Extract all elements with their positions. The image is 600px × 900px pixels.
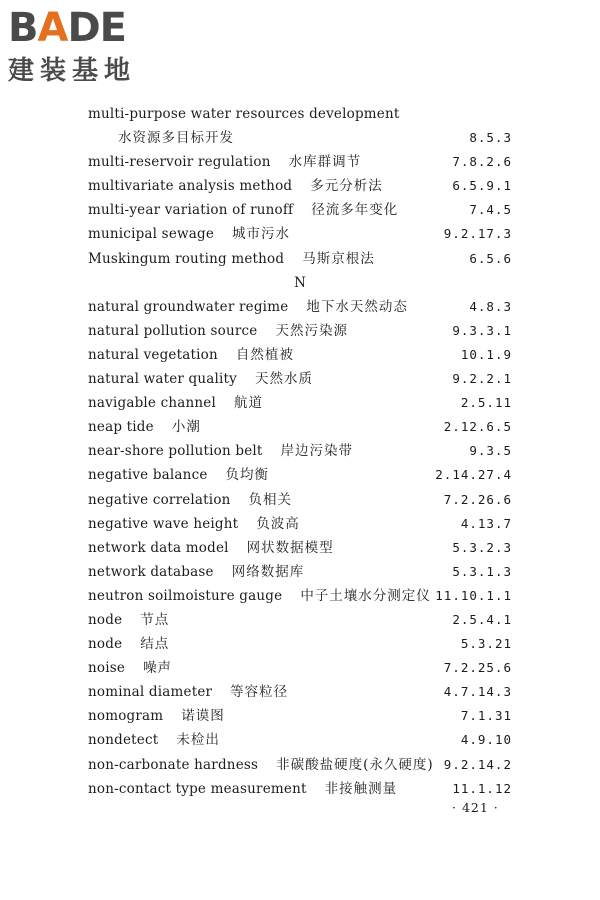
index-entry	[88, 608, 512, 632]
page-number: · 421 ·	[452, 800, 499, 815]
entry-english-term: neutron soilmoisture gauge	[88, 587, 283, 604]
entry-chinese-term: 非接触测量	[324, 780, 398, 797]
entry-section-number: 5.3.21	[460, 636, 512, 652]
entry-chinese-term: 未检出	[176, 732, 220, 749]
entry-chinese-term: 天然水质	[255, 371, 314, 388]
entry-english-term: negative wave height	[88, 515, 239, 532]
entry-chinese-term: 噪声	[143, 660, 173, 677]
entry-chinese-term: 中子土壤水分测定仪	[300, 587, 431, 604]
entry-english-term: negative balance	[88, 467, 208, 484]
entry-english-term: natural water quality	[88, 371, 238, 388]
entry-chinese-term: 城市污水	[232, 226, 291, 243]
entry-chinese-term: 等容粒径	[230, 684, 289, 701]
entry-section-number: 9.3.5	[469, 443, 512, 459]
index-entry	[88, 536, 512, 560]
entry-section-number: 2.12.6.5	[443, 419, 512, 435]
index-entry	[88, 463, 512, 487]
entry-section-number: 2.5.11	[460, 395, 512, 411]
entry-english-term: multi-year variation of runoff	[88, 202, 294, 219]
entry-chinese-term: 航道	[234, 395, 264, 412]
entry-english-term: near-shore pollution belt	[88, 443, 263, 460]
entry-chinese-term: 自然植被	[235, 346, 294, 363]
entry-english-term: negative correlation	[88, 491, 231, 508]
entry-section-number: 11.10.1.1	[435, 587, 512, 603]
entry-english-term: nomogram	[88, 708, 164, 725]
entry-section-number: 6.5.6	[469, 250, 512, 266]
entry-english-term: non-contact type measurement	[88, 780, 307, 797]
entry-chinese-term: 结点	[140, 636, 170, 653]
entry-section-number: 7.8.2.6	[452, 154, 512, 170]
entry-section-number: 9.3.3.1	[452, 322, 512, 338]
entry-chinese-term: 地下水天然动态	[306, 298, 408, 315]
entry-chinese-term: 水资源多目标开发	[118, 130, 234, 147]
index-entry	[88, 680, 512, 704]
entry-section-number: 6.5.9.1	[452, 178, 512, 194]
index-entry	[88, 415, 512, 439]
index-entry	[88, 198, 512, 222]
index-entry	[88, 150, 512, 174]
entry-chinese-term: 网状数据模型	[246, 539, 334, 556]
entry-english-term: noise	[88, 660, 126, 677]
entry-english-term: natural groundwater regime	[88, 298, 289, 315]
entry-chinese-term: 负相关	[248, 491, 293, 508]
entry-english-term: network data model	[88, 539, 229, 556]
index-entry	[88, 753, 512, 777]
entry-english-term: network database	[88, 563, 214, 580]
index-entry	[88, 777, 512, 801]
entry-chinese-term: 网络数据库	[231, 563, 305, 580]
index-entry	[88, 560, 512, 584]
index-entry	[88, 488, 512, 512]
entry-section-number: 7.2.25.6	[443, 660, 512, 676]
entry-english-term: multi-purpose water resources development	[88, 106, 400, 122]
index-entry	[88, 343, 512, 367]
entry-english-term: navigable channel	[88, 395, 217, 412]
entry-english-term: nondetect	[88, 732, 159, 749]
logo-brand-cn: 建装基地	[8, 56, 137, 86]
index-entry	[88, 247, 512, 271]
index-entry	[88, 584, 512, 608]
entry-chinese-term: 水库群调节	[288, 154, 362, 171]
entry-chinese-term: 负波高	[256, 515, 300, 532]
entry-section-number: 7.2.26.6	[443, 491, 512, 507]
entry-section-number: 7.4.5	[469, 202, 512, 218]
entry-section-number: 9.2.2.1	[452, 371, 512, 387]
entry-english-term: neap tide	[88, 419, 154, 436]
entry-section-number: 2.14.27.4	[435, 467, 512, 483]
index-entry	[88, 512, 512, 536]
entry-english-term: node	[88, 636, 123, 653]
entry-english-term: multi-reservoir regulation	[88, 154, 271, 171]
entry-section-number: 8.5.3	[469, 130, 512, 146]
entry-chinese-term: 岸边污染带	[280, 443, 354, 460]
entry-chinese-term: 负均衡	[225, 467, 270, 484]
entry-chinese-term: 小潮	[171, 419, 201, 436]
index-entry	[88, 319, 512, 343]
index-entry	[88, 367, 512, 391]
entry-section-number: 9.2.17.3	[443, 226, 512, 242]
entry-section-number: 5.3.2.3	[452, 539, 512, 555]
entry-section-number: 4.9.10	[460, 732, 512, 748]
index-entry	[88, 656, 512, 680]
entry-chinese-term: 径流多年变化	[311, 202, 399, 219]
entry-english-term: municipal sewage	[88, 226, 215, 243]
entry-section-number: 4.13.7	[460, 515, 512, 531]
entry-section-number: 9.2.14.2	[443, 756, 512, 772]
entry-section-number: 7.1.31	[460, 708, 512, 724]
entry-english-term: node	[88, 611, 123, 628]
entry-english-term: multivariate analysis method	[88, 178, 293, 195]
entry-english-term: non-carbonate hardness	[88, 756, 259, 773]
index-entry	[88, 102, 512, 126]
entry-chinese-term: 多元分析法	[310, 178, 383, 195]
entry-chinese-term: 诺谟图	[181, 708, 225, 725]
entry-english-term: nominal diameter	[88, 684, 213, 701]
section-letter: N	[294, 274, 306, 291]
entry-chinese-term: 节点	[140, 611, 170, 628]
entry-chinese-term: 天然污染源	[275, 322, 348, 339]
entry-section-number: 10.1.9	[460, 346, 512, 362]
index-entry	[88, 728, 512, 752]
index-entry	[88, 295, 512, 319]
entry-section-number: 4.8.3	[469, 298, 512, 314]
entry-section-number: 2.5.4.1	[452, 611, 512, 627]
entry-chinese-term: 马斯京根法	[302, 250, 375, 267]
index-entry	[88, 174, 512, 198]
logo-brand: BADE	[8, 5, 126, 51]
index-entry	[88, 439, 512, 463]
entry-english-term: Muskingum routing method	[88, 250, 285, 267]
entry-section-number: 11.1.12	[452, 780, 512, 796]
entry-chinese-term: 非碳酸盐硬度(永久硬度)	[276, 756, 434, 773]
index-entry	[88, 222, 512, 246]
glossary-index	[88, 102, 512, 801]
entry-english-term: natural vegetation	[88, 346, 218, 363]
index-entry	[88, 704, 512, 728]
entry-section-number: 4.7.14.3	[443, 684, 512, 700]
index-entry	[88, 126, 512, 150]
index-entry	[88, 632, 512, 656]
entry-english-term: natural pollution source	[88, 322, 258, 339]
entry-section-number: 5.3.1.3	[452, 563, 512, 579]
watermark-logo	[8, 6, 178, 86]
index-entry	[88, 391, 512, 415]
